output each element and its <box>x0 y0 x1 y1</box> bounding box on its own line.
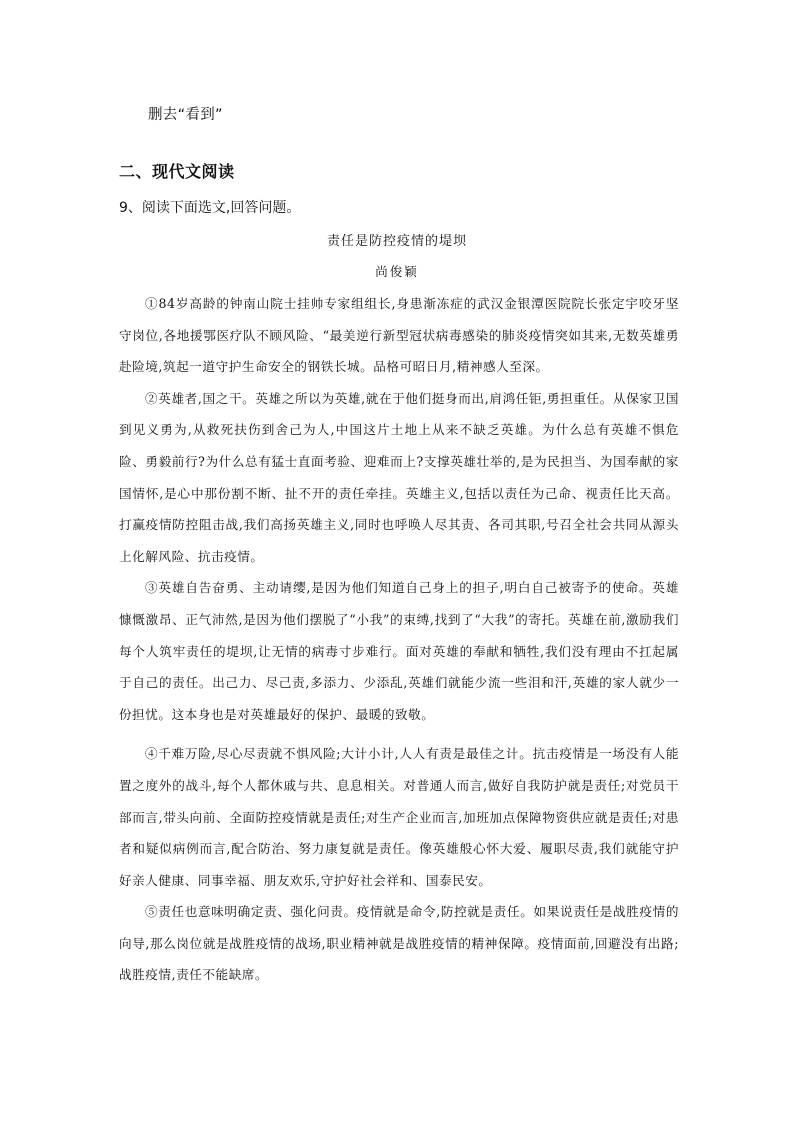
paragraph-4: ④千难万险,尽心尽责就不惧风险;大计小计,人人有责是最佳之计。抗击疫情是一场没有人能置之度外的战斗,每个人都休戚与共、息息相关。对普通人而言,做好自我防护就是责任;对党员干部而言,带头向前、全面防控疫情就是责任;对生产企业而言,加班加点保障物资供应就是责任;对患者和疑似病例而言,配合防治、努力康复就是责任。像英雄般心怀大爱、履职尽责,我们就能守护好亲人健康、同事幸福、朋友欢乐,守护好社会祥和、国泰民安。 <box>119 746 679 888</box>
paragraph-1: ①84岁高龄的钟南山院士挂帅专家组组长,身患渐冻症的武汉金银潭医院院长张定宇咬牙坚守岗位,各地援鄂医疗队不顾风险、“最美逆行新型冠状病毒感染的肺炎疫情突如其来,无数英雄勇赴险境,筑起一道守护生命安全的钢铁长城。品格可昭日月,精神感人至深。 <box>119 296 679 375</box>
article-body <box>119 288 679 991</box>
article-title: 责任是防控疫情的堤坝 <box>326 234 467 249</box>
paragraph-5: ⑤责任也意味明确定责、强化问责。疫情就是命令,防控就是责任。如果说责任是战胜疫情的向导,那么岗位就是战胜疫情的战场,职业精神就是战胜疫情的精神保障。疫情面前,回避没有出路;战胜疫情,责任不能缺席。 <box>119 904 679 983</box>
paragraph-3: ③英雄自告奋勇、主动请缨,是因为他们知道自己身上的担子,明白自己被寄予的使命。英雄慷慨激昂、正气沛然,是因为他们摆脱了“小我”的束缚,找到了“大我”的寄托。英雄在前,激励我们每个人筑牢责任的堤坝,让无情的病毒寸步难行。面对英雄的奉献和牺牲,我们没有理由不扛起属于自己的责任。出己力、尽己责,多添力、少添乱,英雄们就能少流一些泪和汗,英雄的家人就少一份担忧。这本身也是对英雄最好的保护、最暖的致敬。 <box>119 580 679 722</box>
section-heading: 二、现代文阅读 <box>119 162 235 181</box>
question-stem: 9、阅读下面选文,回答问题。 <box>119 200 301 216</box>
paragraph-2: ②英雄者,国之干。英雄之所以为英雄,就在于他们挺身而出,肩鸿任钜,勇担重任。从保家卫国到见义勇为,从救死扶伤到舍己为人,中国这片土地上从来不缺乏英雄。为什么总有英雄不惧危险、勇毅前行?为什么总有猛士直面考验、迎难而上?支撑英雄壮举的,是为民担当、为国奉献的家国情怀,是心中那份割不断、扯不开的责任牵挂。英雄主义,包括以责任为己命、视责任比天高。打赢疫情防控阻击战,我们高扬英雄主义,同时也呼唤人尽其责、各司其职,号召全社会共同从源头上化解风险、抗击疫情。 <box>119 390 679 564</box>
answer-text: 删去“看到” <box>148 107 223 123</box>
article-author: 尚俊颖 <box>375 264 419 279</box>
